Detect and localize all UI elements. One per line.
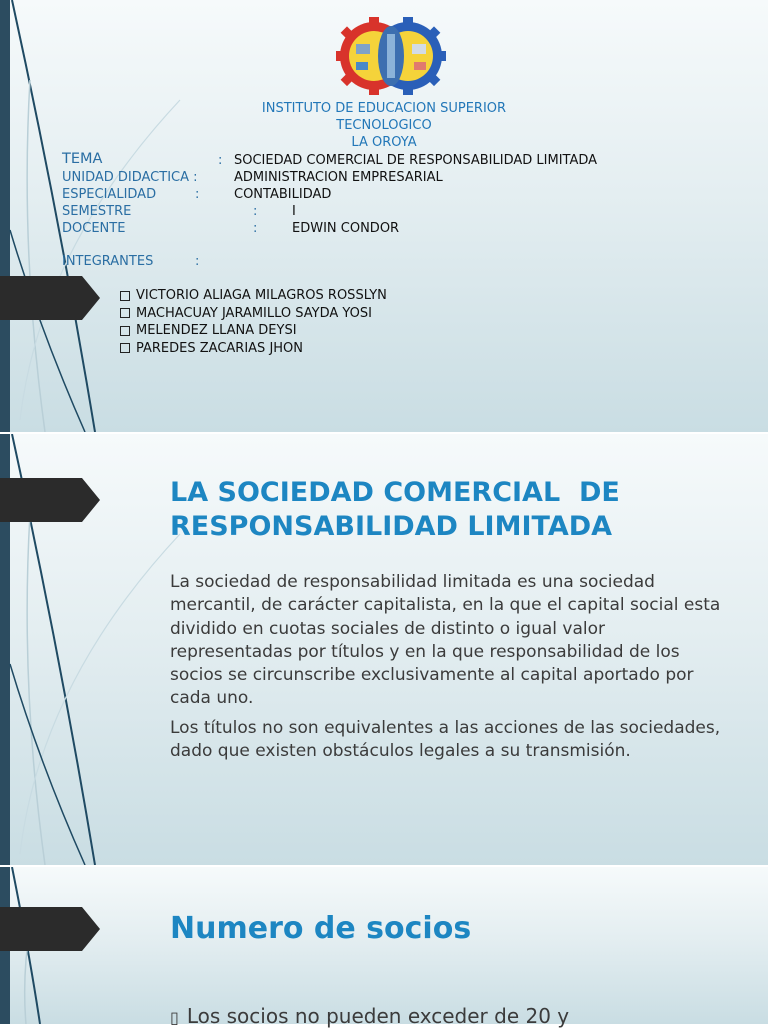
- field-value-docente: EDWIN CONDOR: [292, 221, 400, 236]
- list-item: [120, 305, 387, 323]
- bullet-icon: ▯: [170, 1008, 179, 1027]
- field-value-semestre: I: [292, 204, 296, 219]
- slide-tab: [0, 478, 100, 522]
- field-colon-tema: :: [218, 153, 223, 168]
- integrantes-label: INTEGRANTES: [62, 254, 154, 269]
- title-line-2: RESPONSABILIDAD LIMITADA: [170, 511, 613, 542]
- list-item: [120, 340, 387, 358]
- list-item: [120, 287, 387, 305]
- field-colon-especialidad: :: [195, 187, 200, 202]
- integrantes-colon: :: [195, 254, 200, 269]
- members-list: [120, 287, 387, 357]
- checkbox-bullet-icon: [120, 291, 130, 301]
- checkbox-bullet-icon: [120, 326, 130, 336]
- definition-paragraph: La sociedad de responsabilidad limitada es una sociedad mercantil, de carácter capitalista, en la que el capital social esta dividido en cuotas sociales de distinto o igual valor representadas por títulos y en la que responsabilidad de los socios se circunscribe exclusivamente al capital aportado por cada uno.: [170, 572, 721, 709]
- member-name: MELENDEZ LLANA DEYSI: [136, 323, 297, 338]
- field-value-especialidad: CONTABILIDAD: [234, 187, 332, 202]
- field-colon-semestre: :: [253, 204, 258, 219]
- checkbox-bullet-icon: [120, 308, 130, 318]
- slide-3-title: Numero de socios: [170, 911, 472, 946]
- field-value-unidad: ADMINISTRACION EMPRESARIAL: [234, 170, 443, 185]
- title-line-1: LA SOCIEDAD COMERCIAL DE: [170, 477, 620, 508]
- field-label-unidad: UNIDAD DIDACTICA :: [62, 170, 198, 185]
- checkbox-bullet-icon: [120, 343, 130, 353]
- field-colon-docente: :: [253, 221, 258, 236]
- institute-line-1: INSTITUTO DE EDUCACION SUPERIOR: [261, 101, 507, 116]
- titles-paragraph: Los títulos no son equivalentes a las acciones de las sociedades, dado que existen obstáculos legales a su transmisión.: [170, 718, 721, 762]
- slide-1: [0, 0, 768, 432]
- institute-name: [0, 100, 768, 151]
- list-item: [120, 322, 387, 340]
- member-name: VICTORIO ALIAGA MILAGROS ROSSLYN: [136, 288, 387, 303]
- field-label-tema: TEMA: [62, 151, 103, 167]
- member-name: PAREDES ZACARIAS JHON: [136, 340, 304, 356]
- socios-bullet: [170, 1002, 569, 1032]
- institute-line-2: TECNOLOGICO: [336, 118, 432, 133]
- field-value-tema: SOCIEDAD COMERCIAL DE RESPONSABILIDAD LIMITADA: [234, 153, 598, 168]
- member-name: MACHACUAY JARAMILLO SAYDA YOSI: [136, 305, 372, 321]
- field-label-semestre: SEMESTRE: [62, 204, 132, 219]
- field-label-especialidad: ESPECIALIDAD: [62, 187, 157, 202]
- slide-2-title: [170, 476, 620, 544]
- bullet-text: Los socios no pueden exceder de 20 y: [186, 1004, 570, 1028]
- institute-logo: [336, 16, 446, 96]
- slide-tab: [0, 276, 100, 320]
- institute-line-3: LA OROYA: [351, 135, 417, 150]
- slide-tab: [0, 907, 100, 951]
- field-label-docente: DOCENTE: [62, 221, 126, 236]
